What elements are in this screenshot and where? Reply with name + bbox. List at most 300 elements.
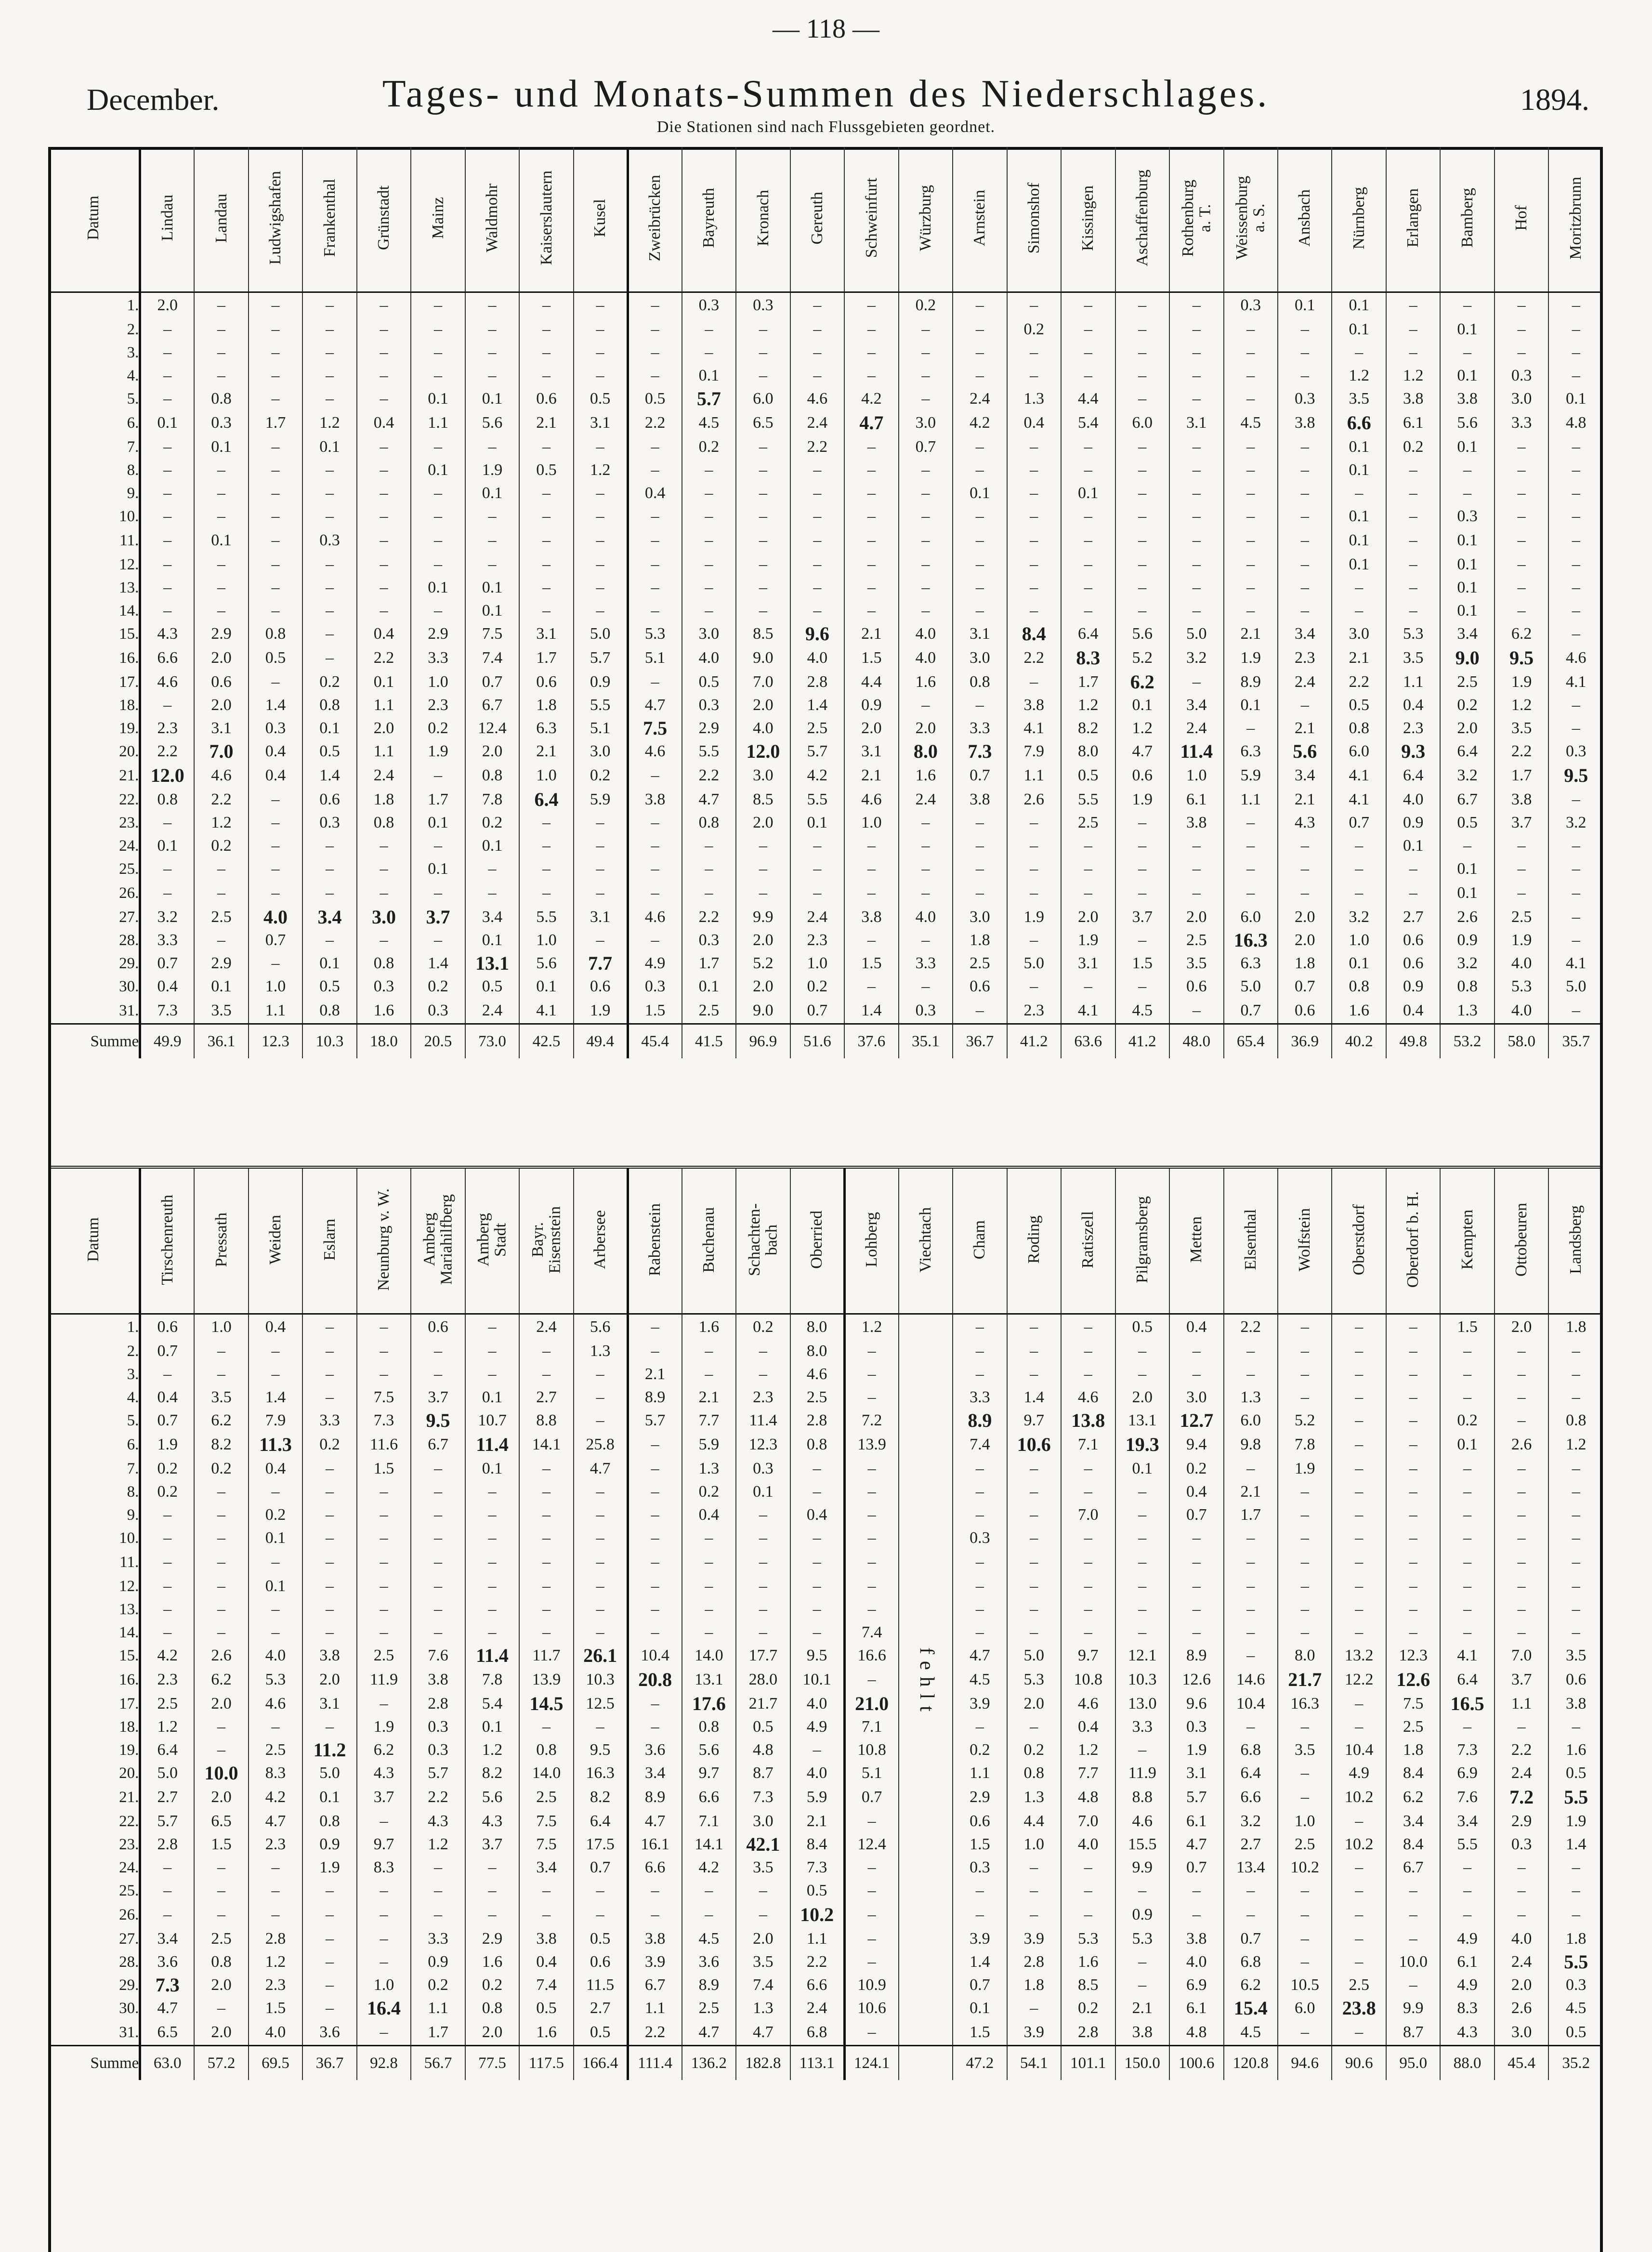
value-cell: 4.2 <box>140 1644 194 1667</box>
value-cell: 6.7 <box>411 1432 465 1457</box>
value-cell: – <box>682 505 736 528</box>
value-cell: – <box>682 881 736 906</box>
table-row <box>48 1314 1603 1340</box>
table-row <box>48 1598 1603 1621</box>
value-cell: 12.2 <box>1332 1667 1386 1692</box>
value-cell: 3.2 <box>140 906 194 929</box>
value-cell: – <box>628 1692 682 1715</box>
value-cell: – <box>628 857 682 881</box>
value-cell: 2.4 <box>790 410 844 435</box>
date-cell: 7. <box>127 1460 139 1477</box>
value-cell: – <box>1278 2020 1332 2046</box>
value-cell: – <box>302 1902 356 1927</box>
value-cell: – <box>953 459 1007 482</box>
value-cell: – <box>1115 1738 1169 1762</box>
station-name: Metten <box>1187 1216 1206 1263</box>
value-cell: – <box>790 1598 844 1621</box>
value-cell: 1.7 <box>1224 1503 1278 1527</box>
value-cell: 1.0 <box>194 1314 248 1340</box>
value-cell: – <box>465 1598 519 1621</box>
date-cell: 5. <box>127 1412 139 1429</box>
value-cell: – <box>1278 1950 1332 1974</box>
value-cell: 2.0 <box>194 1692 248 1715</box>
value-cell: – <box>574 1363 628 1386</box>
value-cell: 5.3 <box>249 1667 302 1692</box>
value-cell: 2.0 <box>1115 1386 1169 1409</box>
value-cell: 4.7 <box>953 1644 1007 1667</box>
value-cell: – <box>519 364 573 387</box>
value-cell: – <box>302 553 356 576</box>
station-missing-note: fehlt <box>916 1647 938 1718</box>
value-cell: – <box>1548 1621 1603 1644</box>
station-name: Weissenburg a. S. <box>1233 176 1268 260</box>
value-cell: 4.7 <box>682 788 736 811</box>
value-cell: 1.3 <box>1440 998 1494 1024</box>
value-cell: – <box>1007 1340 1061 1363</box>
value-cell: – <box>628 929 682 952</box>
value-cell: – <box>844 1575 898 1598</box>
value-cell: 2.2 <box>790 435 844 459</box>
value-cell: 0.1 <box>411 387 465 410</box>
value-cell: 7.6 <box>411 1644 465 1667</box>
table-row <box>48 1386 1603 1409</box>
value-cell: 13.4 <box>1224 1856 1278 1879</box>
value-cell: – <box>1007 1879 1061 1902</box>
value-cell: – <box>465 435 519 459</box>
value-cell: – <box>790 1575 844 1598</box>
value-cell: 9.9 <box>1386 1997 1440 2020</box>
value-cell: – <box>1332 1810 1386 1833</box>
station-header <box>628 147 682 292</box>
value-cell: – <box>1061 1879 1115 1902</box>
station-name: Pressath <box>212 1212 230 1267</box>
date-cell: 16. <box>119 1671 139 1688</box>
value-cell: – <box>357 881 411 906</box>
station-name: Aschaffenburg <box>1133 170 1151 266</box>
value-cell: 0.1 <box>1061 482 1115 505</box>
value-cell: – <box>1386 341 1440 364</box>
value-cell: 0.5 <box>1332 694 1386 717</box>
value-cell: – <box>574 292 628 318</box>
station-name: Ludwigshafen <box>266 171 285 265</box>
value-cell: – <box>628 1432 682 1457</box>
value-cell: – <box>736 1340 790 1363</box>
value-cell: – <box>1495 1457 1548 1480</box>
value-cell: 2.5 <box>790 1386 844 1409</box>
value-cell: 2.5 <box>1061 811 1115 834</box>
value-cell: 0.1 <box>1332 505 1386 528</box>
date-cell: 3. <box>127 344 139 361</box>
value-cell <box>899 1480 953 1503</box>
station-name: Landsberg <box>1567 1205 1585 1274</box>
value-cell: 2.4 <box>899 788 953 811</box>
value-cell: – <box>1278 1785 1332 1810</box>
value-cell: – <box>194 553 248 576</box>
date-cell: 22. <box>119 1813 139 1830</box>
value-cell: 1.9 <box>574 998 628 1024</box>
value-cell: – <box>1169 1598 1223 1621</box>
value-cell: – <box>411 834 465 857</box>
station-header <box>1440 147 1494 292</box>
value-cell: – <box>628 459 682 482</box>
value-cell: – <box>1278 459 1332 482</box>
value-cell: 0.1 <box>519 975 573 998</box>
value-cell: – <box>628 528 682 553</box>
value-cell: 1.5 <box>628 998 682 1024</box>
value-cell: – <box>953 576 1007 599</box>
value-cell: – <box>844 292 898 318</box>
station-header <box>844 1167 898 1314</box>
value-cell: 20.8 <box>628 1667 682 1692</box>
value-cell: 4.1 <box>1440 1644 1494 1667</box>
value-cell: – <box>465 1575 519 1598</box>
value-cell: – <box>357 459 411 482</box>
value-cell: 0.7 <box>953 763 1007 788</box>
value-cell: – <box>1007 1902 1061 1927</box>
value-cell: 6.2 <box>1115 671 1169 694</box>
value-cell: – <box>302 1974 356 1997</box>
sum-cell: 36.9 <box>1278 1024 1332 1059</box>
value-cell: – <box>1440 341 1494 364</box>
value-cell: – <box>736 1503 790 1527</box>
value-cell: – <box>953 553 1007 576</box>
sum-cell: 63.0 <box>140 2046 194 2081</box>
value-cell: 3.8 <box>953 788 1007 811</box>
value-cell: – <box>1169 1527 1223 1550</box>
date-cell: 12. <box>119 556 139 573</box>
value-cell: 0.2 <box>953 1738 1007 1762</box>
value-cell: 4.5 <box>1224 410 1278 435</box>
value-cell: 1.0 <box>1169 763 1223 788</box>
value-cell: – <box>1386 857 1440 881</box>
value-cell: – <box>1169 1340 1223 1363</box>
value-cell: 8.0 <box>790 1314 844 1340</box>
value-cell: 0.6 <box>140 1314 194 1340</box>
table-row <box>48 1856 1603 1879</box>
value-cell: 2.2 <box>1332 671 1386 694</box>
value-cell: 9.0 <box>736 645 790 671</box>
table-row <box>48 1902 1603 1927</box>
date-cell: 10. <box>119 1529 139 1547</box>
value-cell: 0.1 <box>465 1715 519 1738</box>
sum-cell: 48.0 <box>1169 1024 1223 1059</box>
table-row <box>48 975 1603 998</box>
value-cell: 0.1 <box>1440 435 1494 459</box>
date-cell: 31. <box>119 1002 139 1019</box>
station-name: Rothenburg a. T. <box>1179 179 1214 257</box>
value-cell: 1.9 <box>1061 929 1115 952</box>
station-name: Ansbach <box>1296 189 1314 247</box>
value-cell: – <box>194 505 248 528</box>
value-cell: 10.0 <box>194 1762 248 1785</box>
sum-cell: 49.8 <box>1386 1024 1440 1059</box>
value-cell: 3.2 <box>1332 906 1386 929</box>
value-cell: 3.3 <box>899 952 953 975</box>
value-cell: – <box>1007 1621 1061 1644</box>
value-cell: 3.8 <box>411 1667 465 1692</box>
date-cell: 28. <box>119 1953 139 1971</box>
value-cell: 13.9 <box>519 1667 573 1692</box>
sum-cell: 124.1 <box>844 2046 898 2081</box>
station-header <box>302 147 356 292</box>
value-cell: 0.3 <box>302 528 356 553</box>
value-cell: – <box>1061 576 1115 599</box>
date-cell: 8. <box>127 1483 139 1501</box>
value-cell: 6.4 <box>1061 622 1115 645</box>
station-header <box>357 147 411 292</box>
value-cell: – <box>302 1879 356 1902</box>
value-cell: 3.3 <box>1495 410 1548 435</box>
value-cell: – <box>1061 364 1115 387</box>
value-cell: 0.3 <box>1278 387 1332 410</box>
value-cell: 8.9 <box>682 1974 736 1997</box>
sum-cell: 37.6 <box>844 1024 898 1059</box>
value-cell: – <box>1548 906 1603 929</box>
value-cell <box>899 1997 953 2020</box>
value-cell: 2.5 <box>1386 1715 1440 1738</box>
value-cell: 1.0 <box>1332 929 1386 952</box>
value-cell: 2.0 <box>302 1667 356 1692</box>
value-cell: 3.4 <box>519 1856 573 1879</box>
date-cell: 16. <box>119 649 139 667</box>
sum-cell: 65.4 <box>1224 1024 1278 1059</box>
value-cell: – <box>790 599 844 622</box>
value-cell: 16.5 <box>1440 1692 1494 1715</box>
value-cell: – <box>1007 1856 1061 1879</box>
value-cell: – <box>1386 599 1440 622</box>
value-cell: 4.1 <box>1061 998 1115 1024</box>
value-cell: 0.1 <box>1440 318 1494 341</box>
value-cell: – <box>302 1363 356 1386</box>
value-cell: – <box>1332 1386 1386 1409</box>
value-cell: 0.1 <box>682 975 736 998</box>
value-cell: 0.6 <box>194 671 248 694</box>
value-cell: – <box>249 341 302 364</box>
value-cell: – <box>736 1621 790 1644</box>
station-name: Würzburg <box>916 184 934 251</box>
value-cell: – <box>249 435 302 459</box>
value-cell: – <box>249 292 302 318</box>
value-cell: 3.1 <box>953 622 1007 645</box>
value-cell: – <box>790 1480 844 1503</box>
value-cell: 0.1 <box>953 482 1007 505</box>
value-cell: – <box>628 811 682 834</box>
value-cell: – <box>249 1856 302 1879</box>
value-cell: – <box>1548 1503 1603 1527</box>
value-cell: 4.5 <box>953 1667 1007 1692</box>
value-cell: – <box>790 881 844 906</box>
value-cell: 2.9 <box>411 622 465 645</box>
value-cell: – <box>1332 834 1386 857</box>
value-cell: – <box>899 929 953 952</box>
value-cell: 1.3 <box>1007 387 1061 410</box>
value-cell: 2.1 <box>1278 788 1332 811</box>
value-cell: 9.9 <box>1115 1856 1169 1879</box>
value-cell: 0.4 <box>682 1503 736 1527</box>
date-cell: 15. <box>119 625 139 643</box>
value-cell: 0.3 <box>249 717 302 740</box>
value-cell: – <box>1115 811 1169 834</box>
value-cell: 15.5 <box>1115 1833 1169 1856</box>
value-cell: – <box>1548 998 1603 1024</box>
value-cell: 1.8 <box>1278 952 1332 975</box>
value-cell: 10.2 <box>1332 1833 1386 1856</box>
value-cell: 11.3 <box>249 1432 302 1457</box>
value-cell: 0.1 <box>411 857 465 881</box>
value-cell: 1.7 <box>411 2020 465 2046</box>
value-cell: – <box>1548 1480 1603 1503</box>
value-cell: – <box>682 1575 736 1598</box>
value-cell: – <box>1495 1856 1548 1879</box>
value-cell: 2.8 <box>140 1833 194 1856</box>
value-cell: 1.1 <box>1224 788 1278 811</box>
value-cell: 6.0 <box>1224 906 1278 929</box>
value-cell: 3.0 <box>953 906 1007 929</box>
value-cell: 0.1 <box>1440 576 1494 599</box>
value-cell: 4.0 <box>1169 1950 1223 1974</box>
value-cell: 3.0 <box>574 740 628 763</box>
value-cell: 16.6 <box>844 1644 898 1667</box>
value-cell: – <box>357 1927 411 1950</box>
value-cell: – <box>140 1575 194 1598</box>
station-name: Ratiszell <box>1079 1211 1097 1268</box>
station-name: Buchenau <box>700 1207 718 1273</box>
value-cell: 4.2 <box>682 1856 736 1879</box>
value-cell: – <box>519 881 573 906</box>
value-cell: 8.3 <box>249 1762 302 1785</box>
value-cell: – <box>844 1457 898 1480</box>
value-cell: 1.1 <box>1386 671 1440 694</box>
value-cell: 7.4 <box>465 645 519 671</box>
value-cell: 6.3 <box>1224 740 1278 763</box>
value-cell: 1.2 <box>1495 694 1548 717</box>
value-cell: – <box>194 341 248 364</box>
date-cell: 9. <box>127 1506 139 1524</box>
sum-cell: 69.5 <box>249 2046 302 2081</box>
value-cell: – <box>790 341 844 364</box>
value-cell: 2.8 <box>1061 2020 1115 2046</box>
date-cell: 14. <box>119 1624 139 1641</box>
value-cell: – <box>1548 834 1603 857</box>
value-cell: – <box>844 1810 898 1833</box>
sum-cell <box>899 2046 953 2081</box>
value-cell: 3.5 <box>1278 1738 1332 1762</box>
value-cell: – <box>1440 1340 1494 1363</box>
value-cell: 6.8 <box>1224 1738 1278 1762</box>
date-cell: 18. <box>119 697 139 714</box>
value-cell <box>899 1575 953 1598</box>
value-cell: 8.9 <box>1224 671 1278 694</box>
value-cell: 2.0 <box>1278 929 1332 952</box>
value-cell: 1.7 <box>519 645 573 671</box>
value-cell: 7.4 <box>953 1432 1007 1457</box>
value-cell: – <box>899 694 953 717</box>
value-cell: 0.5 <box>1548 1762 1603 1785</box>
value-cell: – <box>1224 1527 1278 1550</box>
table-row <box>48 763 1603 788</box>
value-cell: 2.4 <box>465 998 519 1024</box>
value-cell: – <box>1007 1314 1061 1340</box>
value-cell: – <box>1332 1550 1386 1575</box>
station-header <box>1548 147 1603 292</box>
value-cell: – <box>249 1902 302 1927</box>
value-cell: – <box>1495 341 1548 364</box>
value-cell: 1.5 <box>953 1833 1007 1856</box>
station-name: Oberdorf b. H. <box>1404 1191 1422 1288</box>
value-cell: 2.0 <box>1169 906 1223 929</box>
value-cell: 0.1 <box>1440 528 1494 553</box>
station-header <box>1115 147 1169 292</box>
station-name: Amberg Mariahilfberg <box>420 1194 456 1285</box>
value-cell: 9.5 <box>1495 645 1548 671</box>
value-cell: – <box>628 1457 682 1480</box>
value-cell: 8.5 <box>736 622 790 645</box>
value-cell: 6.6 <box>790 1974 844 1997</box>
value-cell: – <box>1495 1503 1548 1527</box>
value-cell: – <box>1548 318 1603 341</box>
value-cell: – <box>628 1503 682 1527</box>
value-cell: 0.1 <box>1332 318 1386 341</box>
station-name: Simonshof <box>1024 182 1043 254</box>
value-cell: 0.7 <box>844 1785 898 1810</box>
value-cell: 1.2 <box>411 1833 465 1856</box>
value-cell: – <box>411 1575 465 1598</box>
page-title: Tages- und Monats-Summen des Niederschlages. <box>382 73 1270 115</box>
value-cell: 0.1 <box>140 410 194 435</box>
value-cell: – <box>1332 1409 1386 1432</box>
precipitation-table-lower <box>48 1166 1603 2080</box>
value-cell: 4.0 <box>790 645 844 671</box>
date-cell: 17. <box>119 1695 139 1712</box>
table-row <box>48 1950 1603 1974</box>
value-cell: 4.6 <box>194 763 248 788</box>
value-cell: – <box>357 929 411 952</box>
value-cell: – <box>736 857 790 881</box>
value-cell: 4.0 <box>682 645 736 671</box>
value-cell: 3.7 <box>411 906 465 929</box>
value-cell: 2.6 <box>194 1644 248 1667</box>
value-cell: – <box>302 1598 356 1621</box>
station-header <box>519 1167 573 1314</box>
sum-cell: 42.5 <box>519 1024 573 1059</box>
value-cell: – <box>628 1575 682 1598</box>
value-cell: 0.4 <box>1061 1715 1115 1738</box>
station-header <box>465 1167 519 1314</box>
value-cell: 5.5 <box>682 740 736 763</box>
value-cell: 3.1 <box>844 740 898 763</box>
value-cell: 7.5 <box>519 1810 573 1833</box>
value-cell: – <box>1115 1480 1169 1503</box>
value-cell: – <box>1224 1363 1278 1386</box>
value-cell: 6.1 <box>1169 1810 1223 1833</box>
table-row <box>48 998 1603 1024</box>
value-cell: – <box>790 482 844 505</box>
value-cell: – <box>411 1527 465 1550</box>
value-cell: – <box>1115 1575 1169 1598</box>
date-cell: 24. <box>119 1859 139 1876</box>
date-cell: 27. <box>119 1930 139 1948</box>
station-header <box>1332 147 1386 292</box>
value-cell: – <box>1495 1527 1548 1550</box>
value-cell: 0.6 <box>1278 998 1332 1024</box>
value-cell: – <box>1548 622 1603 645</box>
value-cell: 2.4 <box>1495 1762 1548 1785</box>
value-cell: – <box>302 318 356 341</box>
value-cell: 4.3 <box>411 1810 465 1833</box>
value-cell: 0.2 <box>465 1974 519 1997</box>
value-cell: – <box>1548 553 1603 576</box>
value-cell: 5.6 <box>1440 410 1494 435</box>
